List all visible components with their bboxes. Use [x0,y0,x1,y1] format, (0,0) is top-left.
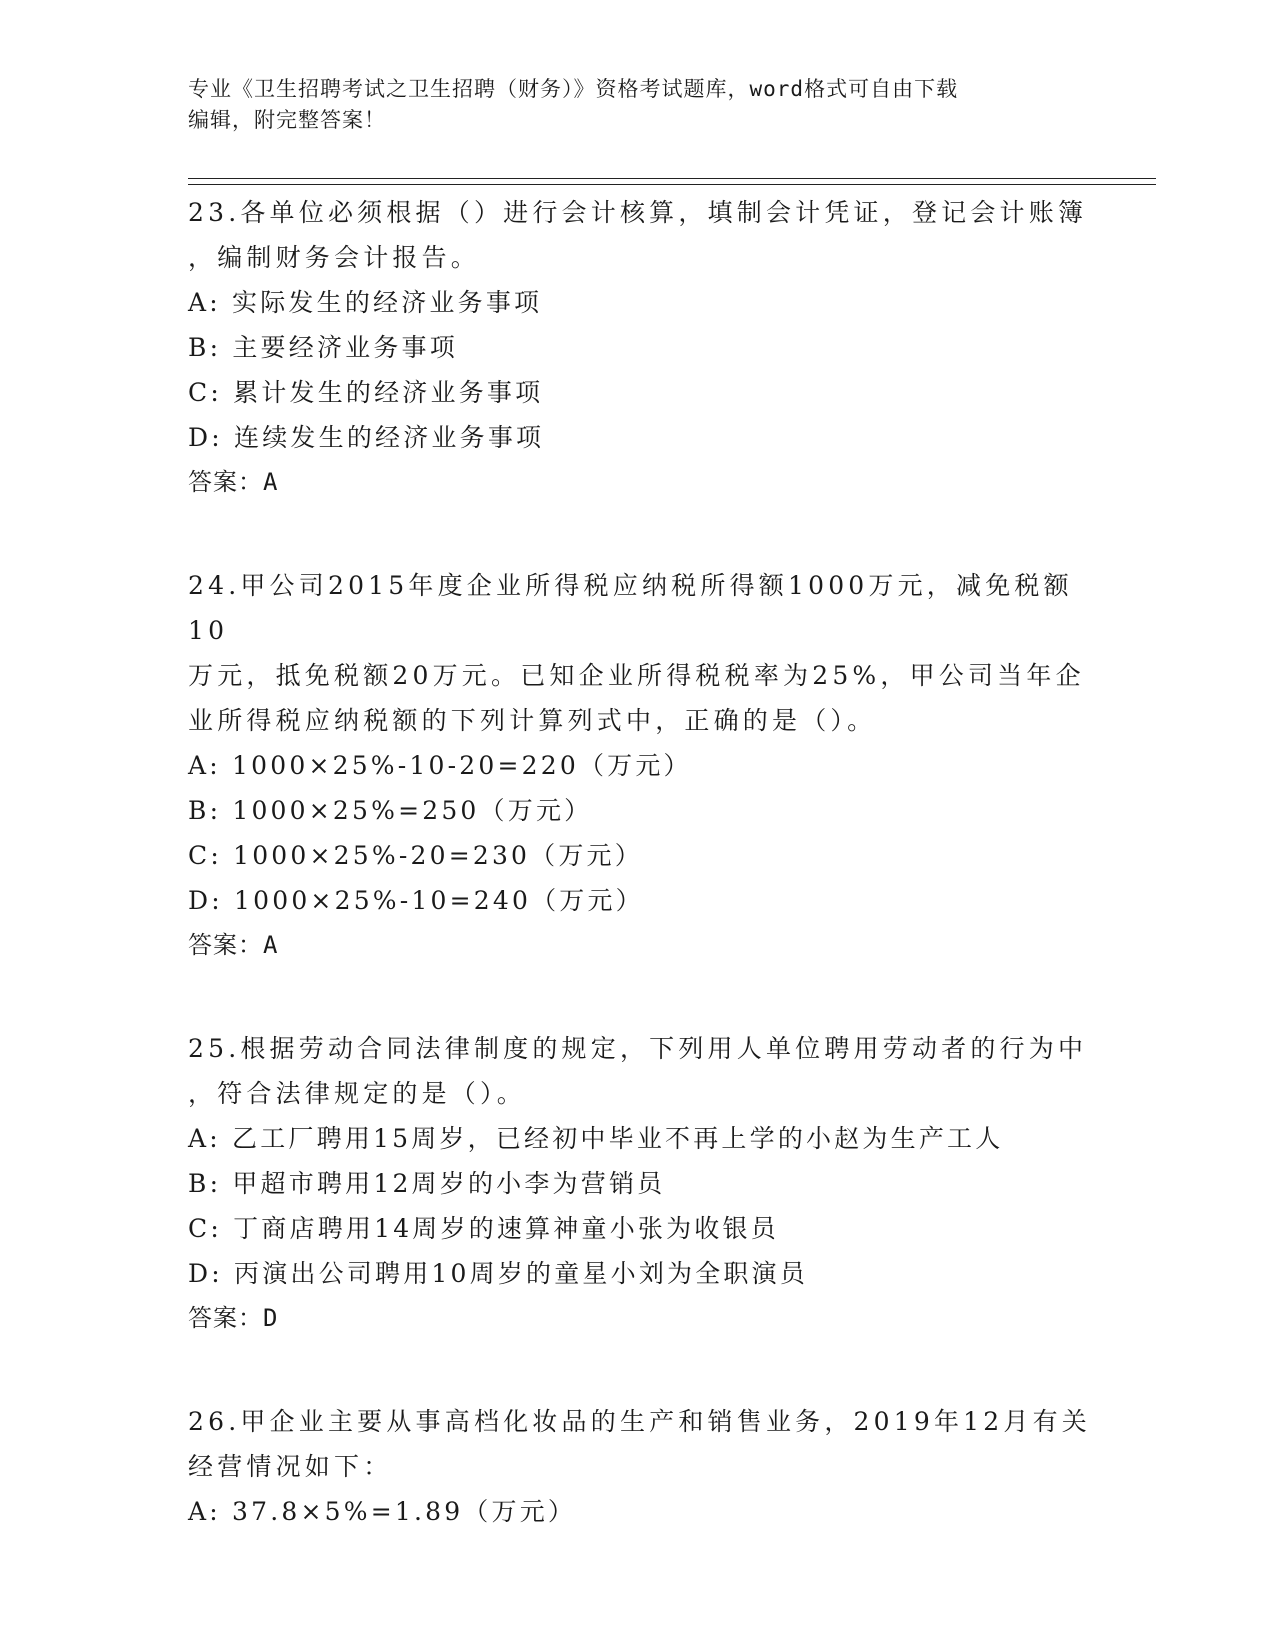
header-line-2: 编辑，附完整答案！ [188,108,386,132]
header-divider-bottom [188,184,1156,185]
question-stem-line: 业所得税应纳税额的下列计算列式中，正确的是（）。 [188,706,877,735]
question-25 [188,1026,1098,1341]
option-c: C: 1000×25%-20=230（万元） [188,841,643,870]
option-a: A: 实际发生的经济业务事项 [188,288,543,317]
option-b: B: 甲超市聘用12周岁的小李为营销员 [188,1169,666,1198]
option-d: D: 连续发生的经济业务事项 [188,423,545,452]
option-a: A: 1000×25%-10-20=220（万元） [188,751,692,780]
header-line-1: 专业《卫生招聘考试之卫生招聘（财务）》资格考试题库，word格式可自由下载 [188,77,959,101]
option-b: B: 主要经济业务事项 [188,333,458,362]
question-23 [188,190,1098,505]
header-divider-top [188,178,1156,179]
option-a: A: 乙工厂聘用15周岁，已经初中毕业不再上学的小赵为生产工人 [188,1124,1004,1153]
question-stem-line: 26.甲企业主要从事高档化妆品的生产和销售业务，2019年12月有关 [188,1407,1091,1436]
question-24 [188,563,1098,968]
answer: 答案：A [188,931,279,959]
question-stem-line: 23.各单位必须根据（）进行会计核算，填制会计凭证，登记会计账簿 [188,198,1088,227]
question-26 [188,1399,1098,1534]
option-c: C: 累计发生的经济业务事项 [188,378,544,407]
option-d: D: 1000×25%-10=240（万元） [188,886,644,915]
question-stem-line: 万元，抵免税额20万元。已知企业所得税税率为25%，甲公司当年企 [188,661,1085,690]
answer: 答案：A [188,468,279,496]
question-stem-line: ，编制财务会计报告。 [188,243,481,272]
document-header [188,74,1088,136]
option-a: A: 37.8×5%=1.89（万元） [188,1497,577,1526]
question-stem-line: ，符合法律规定的是（）。 [188,1079,526,1108]
option-c: C: 丁商店聘用14周岁的速算神童小张为收银员 [188,1214,779,1243]
answer: 答案：D [188,1304,279,1332]
option-d: D: 丙演出公司聘用10周岁的童星小刘为全职演员 [188,1259,809,1288]
question-stem-line: 25.根据劳动合同法律制度的规定，下列用人单位聘用劳动者的行为中 [188,1034,1088,1063]
option-b: B: 1000×25%=250（万元） [188,796,593,825]
question-stem-line: 24.甲公司2015年度企业所得税应纳税所得额1000万元，减免税额10 [188,571,1073,645]
question-stem-line: 经营情况如下： [188,1452,393,1481]
question-list [188,190,1098,1592]
